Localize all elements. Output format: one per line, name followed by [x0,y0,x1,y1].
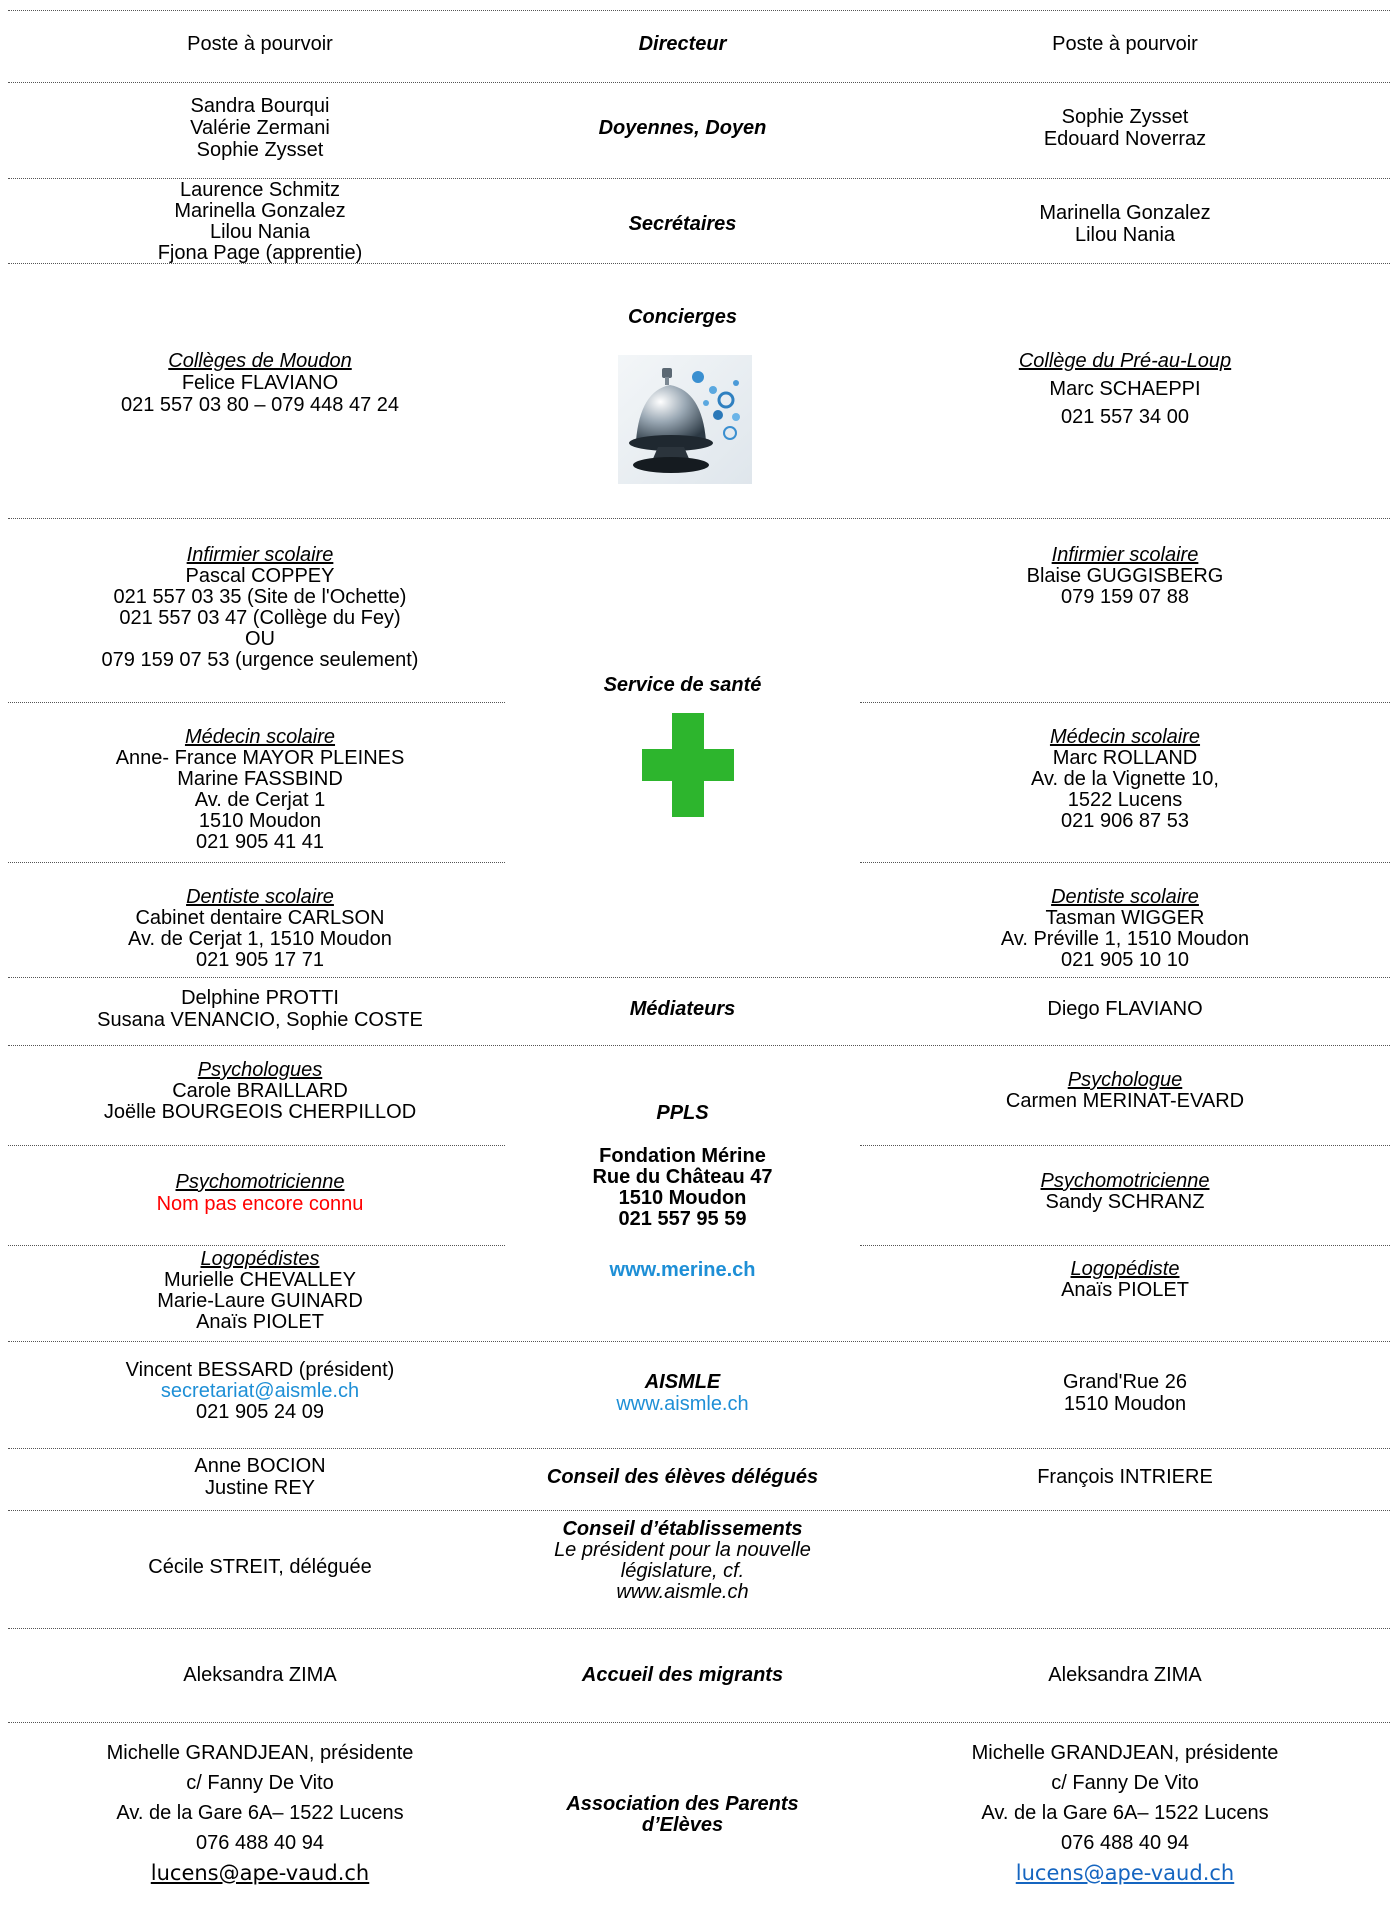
medecin-right-heading: Médecin scolaire [1049,726,1201,748]
conseil-etab-left [30,1556,490,1578]
conseil-eleves-right [890,1466,1360,1488]
separator [860,1145,1390,1146]
name-line: Carmen MERINAT-EVARD [1005,1090,1245,1112]
address-line: Av. de Cerjat 1 [194,789,326,811]
secretaires-left [30,180,490,264]
dentiste-right-heading: Dentiste scolaire [1051,886,1199,908]
name-line: Justine REY [204,1477,316,1499]
directeur-center-text: Directeur [638,33,727,55]
conseil-etab-note-line: Le président pour la nouvelle [554,1539,811,1561]
psychologue-right [890,1070,1360,1112]
name-line: Fjona Page (apprentie) [157,242,363,264]
name-line: Diego FLAVIANO [1047,998,1203,1020]
directeur-right [890,33,1360,55]
separator [8,1341,1390,1342]
name-line: Marie-Laure GUINARD [157,1290,363,1312]
separator [860,1245,1390,1246]
concierges-right [890,350,1360,428]
psychologues-left [30,1060,490,1123]
phone-line: 021 557 34 00 [1061,406,1189,428]
fondation-merine-address [505,1146,860,1230]
address-line: c/ Fanny De Vito [186,1772,334,1794]
ppls-label [505,1102,860,1124]
medecin-left [30,727,490,853]
separator [8,977,1390,978]
concierges-label [505,306,860,328]
mediateurs-label [505,998,860,1020]
name-line: Marc ROLLAND [1052,747,1198,769]
phone-line: 079 159 07 88 [1061,586,1189,608]
conseil-eleves-center-text: Conseil des élèves délégués [546,1466,819,1488]
dentiste-left-heading: Dentiste scolaire [186,886,334,908]
name-line: Tasman WIGGER [1045,907,1205,929]
secretaires-center-text: Secrétaires [628,213,737,235]
phone-line: 079 159 07 53 (urgence seulement) [101,649,419,671]
name-line: Sandy SCHRANZ [1045,1191,1205,1213]
separator [8,1628,1390,1629]
address-line: 1522 Lucens [1067,789,1183,811]
separator [8,862,505,863]
phone-line: 021 557 03 35 (Site de l'Ochette) [113,586,407,608]
separator [8,518,1390,519]
logopediste-right [890,1259,1360,1301]
psychologues-left-heading: Psychologues [197,1059,323,1081]
psychomotricienne-left [30,1171,490,1215]
logopediste-right-heading: Logopédiste [1070,1258,1180,1280]
name-line: Marc SCHAEPPI [1049,378,1201,400]
name-line: Valérie Zermani [190,117,330,139]
psychologue-right-heading: Psychologue [1067,1069,1183,1091]
name-line: Lilou Nania [1074,224,1176,246]
name-line: Murielle CHEVALLEY [164,1269,356,1291]
name-line: Joëlle BOURGEOIS CHERPILLOD [103,1101,417,1123]
name-line: Michelle GRANDJEAN, présidente [971,1742,1279,1764]
conseil-etab-note-line: législature, cf. [620,1560,745,1582]
medecin-right [890,727,1360,832]
name-line: Cabinet dentaire CARLSON [135,907,385,929]
infirmier-left [30,545,490,671]
address-line: Grand'Rue 26 [1063,1371,1187,1393]
ape-right [890,1738,1360,1888]
green-cross-icon [642,713,734,817]
ape-email-link-right[interactable]: lucens@ape-vaud.ch [1015,1861,1235,1885]
address-line: Fondation Mérine [599,1145,766,1167]
name-line: Anaïs PIOLET [1061,1279,1189,1301]
address-line: Rue du Château 47 [592,1166,773,1188]
separator [8,702,505,703]
ape-center-line: d’Elèves [641,1814,724,1836]
psychomotricienne-left-heading: Psychomotricienne [175,1171,345,1193]
name-line: Sophie Zysset [1061,106,1189,128]
phone-line: 021 905 41 41 [196,831,324,853]
ppls-center-text: PPLS [656,1102,709,1124]
directeur-right-text: Poste à pourvoir [1052,33,1198,55]
sante-label [505,674,860,696]
logopedistes-left [30,1249,490,1333]
infirmier-right [890,545,1360,608]
concierge-bell-icon [618,355,752,484]
aismle-right [890,1371,1360,1415]
ape-label [505,1794,860,1836]
phone-line: 021 905 17 71 [196,949,324,971]
name-line: Pascal COPPEY [185,565,335,587]
name-line: Lilou Nania [209,221,311,243]
dentiste-right [890,887,1360,971]
phone-line: 021 905 10 10 [1061,949,1189,971]
ape-email-link-left[interactable]: lucens@ape-vaud.ch [150,1861,370,1885]
name-line: Felice FLAVIANO [181,372,339,394]
name-line: Delphine PROTTI [181,987,339,1009]
aismle-center-text: AISMLE [644,1371,721,1393]
merine-website-text[interactable]: www.merine.ch [609,1259,756,1281]
conseil-eleves-left [30,1455,490,1499]
name-line: François INTRIERE [1037,1466,1213,1488]
sante-center-text: Service de santé [603,674,762,696]
phone-line: 076 488 40 94 [196,1832,324,1854]
address-line: 1510 Moudon [198,810,322,832]
doyens-right [890,106,1360,150]
aismle-left [30,1360,490,1423]
name-line: Marinella Gonzalez [1039,202,1211,224]
concierges-center-text: Concierges [628,306,737,328]
address-line: 1510 Moudon [1063,1393,1187,1415]
conseil-eleves-label [505,1466,860,1488]
dentiste-left [30,887,490,971]
mediateurs-right [890,998,1360,1020]
psychomotricienne-right [890,1171,1360,1213]
address-line: c/ Fanny De Vito [1051,1772,1199,1794]
phone-line: 021 905 24 09 [196,1401,324,1423]
secretaires-label [505,213,860,235]
doyens-label [505,117,860,139]
address-line: Av. de la Vignette 10, [1031,768,1219,790]
separator [8,10,1390,11]
conseil-etab-note-line: www.aismle.ch [616,1581,749,1603]
separator [8,1510,1390,1511]
concierges-left [30,350,490,416]
name-line: Anne- France MAYOR PLEINES [115,747,405,769]
doyens-left [30,95,490,161]
name-line: Anaïs PIOLET [196,1311,324,1333]
name-line: Michelle GRANDJEAN, présidente [106,1742,414,1764]
psychomotricienne-right-heading: Psychomotricienne [1040,1170,1210,1192]
name-line: Cécile STREIT, déléguée [148,1556,372,1578]
name-line: Sophie Zysset [196,139,324,161]
logopedistes-left-heading: Logopédistes [200,1248,320,1270]
or-line: OU [245,628,275,650]
migrants-label [505,1664,860,1686]
infirmier-left-heading: Infirmier scolaire [186,544,334,566]
name-line: Carole BRAILLARD [172,1080,348,1102]
directeur-left-text: Poste à pourvoir [187,33,333,55]
infirmier-right-heading: Infirmier scolaire [1051,544,1199,566]
phone-line: 021 557 03 47 (Collège du Fey) [119,607,401,629]
address-line: Av. de la Gare 6A– 1522 Lucens [981,1802,1269,1824]
separator [860,702,1390,703]
ape-center-line: Association des Parents [566,1793,799,1815]
phone-line: 021 557 03 80 – 079 448 47 24 [120,394,400,416]
aismle-website-link[interactable]: www.aismle.ch [616,1393,749,1415]
name-line: Aleksandra ZIMA [1048,1664,1202,1686]
name-line: Marine FASSBIND [177,768,343,790]
name-unknown-note: Nom pas encore connu [156,1193,364,1215]
address-line: Av. de la Gare 6A– 1522 Lucens [116,1802,404,1824]
name-line: Aleksandra ZIMA [183,1664,337,1686]
name-line: Sandra Bourqui [190,95,330,117]
address-line: Av. de Cerjat 1, 1510 Moudon [128,928,392,950]
address-line: 1510 Moudon [618,1187,747,1209]
name-line: Edouard Noverraz [1043,128,1207,150]
separator [8,1448,1390,1449]
secretaires-right [890,202,1360,246]
doyens-center-text: Doyennes, Doyen [598,117,767,139]
ape-left [30,1738,490,1888]
name-line: Susana VENANCIO, Sophie COSTE [97,1009,423,1031]
address-line: Av. Préville 1, 1510 Moudon [1000,928,1250,950]
conseil-etab-center [505,1519,860,1603]
mediateurs-left [30,987,490,1031]
directeur-left [30,33,490,55]
aismle-email-link[interactable]: secretariat@aismle.ch [160,1380,360,1402]
merine-website-link[interactable] [505,1259,860,1281]
name-line: Marinella Gonzalez [174,200,346,222]
migrants-left [30,1664,490,1686]
separator [8,1145,505,1146]
migrants-center-text: Accueil des migrants [581,1664,784,1686]
name-line: Blaise GUGGISBERG [1026,565,1224,587]
name-line: Vincent BESSARD (président) [125,1359,395,1381]
conseil-etab-center-text: Conseil d’établissements [562,1518,803,1540]
mediateurs-center-text: Médiateurs [629,998,736,1020]
phone-line: 021 557 95 59 [618,1208,747,1230]
separator [8,1245,505,1246]
aismle-center [505,1371,860,1415]
separator [8,82,1390,83]
phone-line: 076 488 40 94 [1061,1832,1189,1854]
separator [8,1045,1390,1046]
separator [860,862,1390,863]
name-line: Anne BOCION [194,1455,326,1477]
name-line: Laurence Schmitz [179,179,341,201]
separator [8,1722,1390,1723]
concierges-right-heading: Collège du Pré-au-Loup [1018,350,1232,372]
migrants-right [890,1664,1360,1686]
medecin-left-heading: Médecin scolaire [184,726,336,748]
concierges-left-heading: Collèges de Moudon [168,350,352,372]
phone-line: 021 906 87 53 [1061,810,1189,832]
directeur-label [505,33,860,55]
